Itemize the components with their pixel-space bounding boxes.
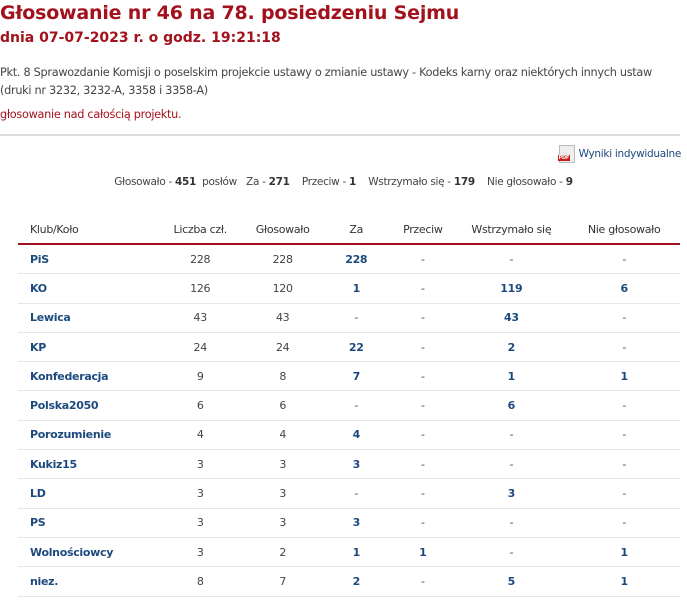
- voted-count: 451: [175, 176, 197, 188]
- vote-count-cell: [454, 303, 568, 332]
- page-title: Głosowanie nr 46 na 78. posiedzeniu Sejmu: [0, 2, 460, 24]
- vote-count-link[interactable]: 7: [352, 369, 360, 383]
- vote-count-link[interactable]: 4: [352, 428, 360, 442]
- table-row: [18, 567, 680, 596]
- vote-count-link[interactable]: 2: [507, 340, 516, 354]
- value-cell: 3: [156, 537, 244, 566]
- value-cell: -: [568, 332, 680, 361]
- vote-count-cell: [321, 420, 391, 449]
- vote-count-cell: [454, 479, 568, 508]
- value-cell: -: [568, 479, 680, 508]
- club-link[interactable]: PiS: [30, 252, 49, 266]
- club-link[interactable]: Polska2050: [30, 399, 99, 413]
- value-cell: 3: [156, 450, 244, 479]
- value-cell: 6: [244, 391, 321, 420]
- vote-count-link[interactable]: 1: [352, 545, 360, 559]
- abstain-label: Wstrzymało się -: [368, 176, 451, 188]
- for-label: Za -: [246, 176, 266, 188]
- value-cell: 9: [156, 362, 244, 391]
- vote-count-link[interactable]: 3: [352, 457, 360, 471]
- value-cell: -: [454, 420, 568, 449]
- vote-count-cell: [321, 537, 391, 566]
- value-cell: -: [391, 450, 454, 479]
- for-count: 271: [268, 176, 290, 188]
- value-cell: -: [321, 479, 391, 508]
- column-header: Nie głosowało: [568, 216, 680, 244]
- vote-date: dnia 07-07-2023 r. o godz. 19:21:18: [0, 30, 281, 46]
- vote-count-cell: [454, 274, 568, 303]
- vote-count-cell: [568, 362, 680, 391]
- mps-label: posłów: [202, 176, 237, 188]
- vote-count-link[interactable]: 1: [620, 545, 628, 559]
- club-link[interactable]: Lewica: [30, 311, 71, 325]
- vote-count-cell: [321, 450, 391, 479]
- value-cell: 7: [244, 567, 321, 596]
- vote-count-cell: [454, 391, 568, 420]
- vote-count-cell: [454, 567, 568, 596]
- column-header: Wstrzymało się: [454, 216, 568, 244]
- club-cell: [18, 244, 156, 274]
- value-cell: 3: [244, 479, 321, 508]
- vote-count-cell: [321, 508, 391, 537]
- vote-count-link[interactable]: 1: [352, 281, 360, 295]
- pdf-icon: PDF: [559, 145, 575, 163]
- value-cell: 3: [244, 450, 321, 479]
- vote-count-link[interactable]: 1: [620, 574, 628, 588]
- value-cell: -: [391, 303, 454, 332]
- value-cell: -: [568, 420, 680, 449]
- vote-count-cell: [391, 537, 454, 566]
- value-cell: -: [391, 508, 454, 537]
- vote-count-link[interactable]: 1: [620, 369, 628, 383]
- table-row: [18, 391, 680, 420]
- value-cell: -: [321, 303, 391, 332]
- club-cell: [18, 537, 156, 566]
- value-cell: -: [568, 391, 680, 420]
- vote-count-cell: [321, 274, 391, 303]
- divider: [0, 134, 680, 136]
- table-row: [18, 362, 680, 391]
- value-cell: -: [568, 508, 680, 537]
- value-cell: 4: [244, 420, 321, 449]
- vote-count-cell: [321, 332, 391, 361]
- value-cell: -: [454, 508, 568, 537]
- club-cell: [18, 567, 156, 596]
- club-link[interactable]: Wolnościowcy: [30, 545, 114, 559]
- vote-count-cell: [321, 244, 391, 274]
- table-row: [18, 303, 680, 332]
- vote-count-cell: [454, 332, 568, 361]
- club-cell: [18, 450, 156, 479]
- table-row: [18, 537, 680, 566]
- value-cell: 43: [156, 303, 244, 332]
- table-row: [18, 274, 680, 303]
- value-cell: 228: [156, 244, 244, 274]
- club-cell: [18, 391, 156, 420]
- value-cell: 2: [244, 537, 321, 566]
- value-cell: -: [391, 479, 454, 508]
- vote-count-link[interactable]: 22: [348, 340, 364, 354]
- vote-count-cell: [568, 537, 680, 566]
- column-header: Klub/Koło: [18, 216, 156, 244]
- value-cell: 120: [244, 274, 321, 303]
- value-cell: -: [391, 391, 454, 420]
- vote-kind: głosowanie nad całością projektu.: [0, 108, 182, 121]
- vote-count-link[interactable]: 43: [503, 311, 519, 325]
- value-cell: 24: [244, 332, 321, 361]
- value-cell: -: [391, 567, 454, 596]
- vote-count-link[interactable]: 119: [500, 281, 523, 295]
- vote-count-cell: [454, 362, 568, 391]
- club-cell: [18, 420, 156, 449]
- value-cell: 228: [244, 244, 321, 274]
- club-cell: [18, 303, 156, 332]
- value-cell: -: [568, 303, 680, 332]
- club-cell: [18, 479, 156, 508]
- club-link[interactable]: KO: [30, 281, 47, 295]
- vote-description: Pkt. 8 Sprawozdanie Komisji o poselskim projekcie ustawy o zmianie ustawy - Kodeks karny oraz niektórych innych ustaw (druki nr 3232, 3232-A, 3358 i 3358-A): [0, 66, 652, 97]
- table-row: [18, 332, 680, 361]
- club-cell: [18, 274, 156, 303]
- column-header: Przeciw: [391, 216, 454, 244]
- individual-results-label: Wyniki indywidualne: [578, 148, 681, 160]
- club-cell: [18, 362, 156, 391]
- abstain-count: 179: [453, 176, 475, 188]
- club-link[interactable]: PS: [30, 516, 46, 530]
- column-header: Głosowało: [244, 216, 321, 244]
- vote-count-link[interactable]: 1: [419, 545, 427, 559]
- vote-count-cell: [568, 567, 680, 596]
- club-link[interactable]: LD: [30, 487, 46, 501]
- table-row: [18, 508, 680, 537]
- against-count: 1: [349, 176, 357, 188]
- club-link[interactable]: Konfederacja: [30, 369, 109, 383]
- vote-count-link[interactable]: 2: [352, 574, 360, 588]
- value-cell: -: [391, 332, 454, 361]
- club-link[interactable]: KP: [30, 340, 46, 354]
- results-table: [18, 216, 680, 597]
- voted-label: Głosowało -: [114, 176, 172, 188]
- vote-count-link[interactable]: 3: [507, 487, 516, 501]
- column-header: Za: [321, 216, 391, 244]
- club-cell: [18, 332, 156, 361]
- vote-summary: [0, 176, 687, 188]
- vote-count-link[interactable]: 3: [352, 516, 360, 530]
- vote-count-link[interactable]: 1: [507, 369, 516, 383]
- value-cell: 24: [156, 332, 244, 361]
- value-cell: 6: [156, 391, 244, 420]
- table-row: [18, 420, 680, 449]
- vote-count-link[interactable]: 6: [620, 281, 628, 295]
- value-cell: -: [391, 362, 454, 391]
- column-header: Liczba czł.: [156, 216, 244, 244]
- vote-count-link[interactable]: 228: [345, 252, 368, 266]
- value-cell: 8: [244, 362, 321, 391]
- absent-count: 9: [565, 176, 573, 188]
- value-cell: -: [391, 274, 454, 303]
- value-cell: -: [568, 450, 680, 479]
- value-cell: 126: [156, 274, 244, 303]
- value-cell: 43: [244, 303, 321, 332]
- vote-count-cell: [321, 567, 391, 596]
- value-cell: -: [321, 391, 391, 420]
- value-cell: -: [391, 420, 454, 449]
- club-link[interactable]: niez.: [30, 574, 59, 588]
- individual-results-link[interactable]: [559, 145, 681, 163]
- value-cell: 8: [156, 567, 244, 596]
- vote-count-link[interactable]: 5: [507, 574, 516, 588]
- value-cell: -: [454, 537, 568, 566]
- against-label: Przeciw -: [301, 176, 346, 188]
- club-link[interactable]: Kukiz15: [30, 457, 77, 471]
- value-cell: -: [454, 450, 568, 479]
- club-cell: [18, 508, 156, 537]
- absent-label: Nie głosowało -: [487, 176, 563, 188]
- vote-count-link[interactable]: 6: [507, 399, 516, 413]
- table-row: [18, 450, 680, 479]
- value-cell: -: [454, 244, 568, 274]
- value-cell: -: [568, 244, 680, 274]
- value-cell: 3: [156, 479, 244, 508]
- club-link[interactable]: Porozumienie: [30, 428, 111, 442]
- value-cell: 3: [244, 508, 321, 537]
- value-cell: 3: [156, 508, 244, 537]
- value-cell: 4: [156, 420, 244, 449]
- value-cell: -: [391, 244, 454, 274]
- vote-count-cell: [568, 274, 680, 303]
- vote-count-cell: [321, 362, 391, 391]
- table-row: [18, 244, 680, 274]
- table-row: [18, 479, 680, 508]
